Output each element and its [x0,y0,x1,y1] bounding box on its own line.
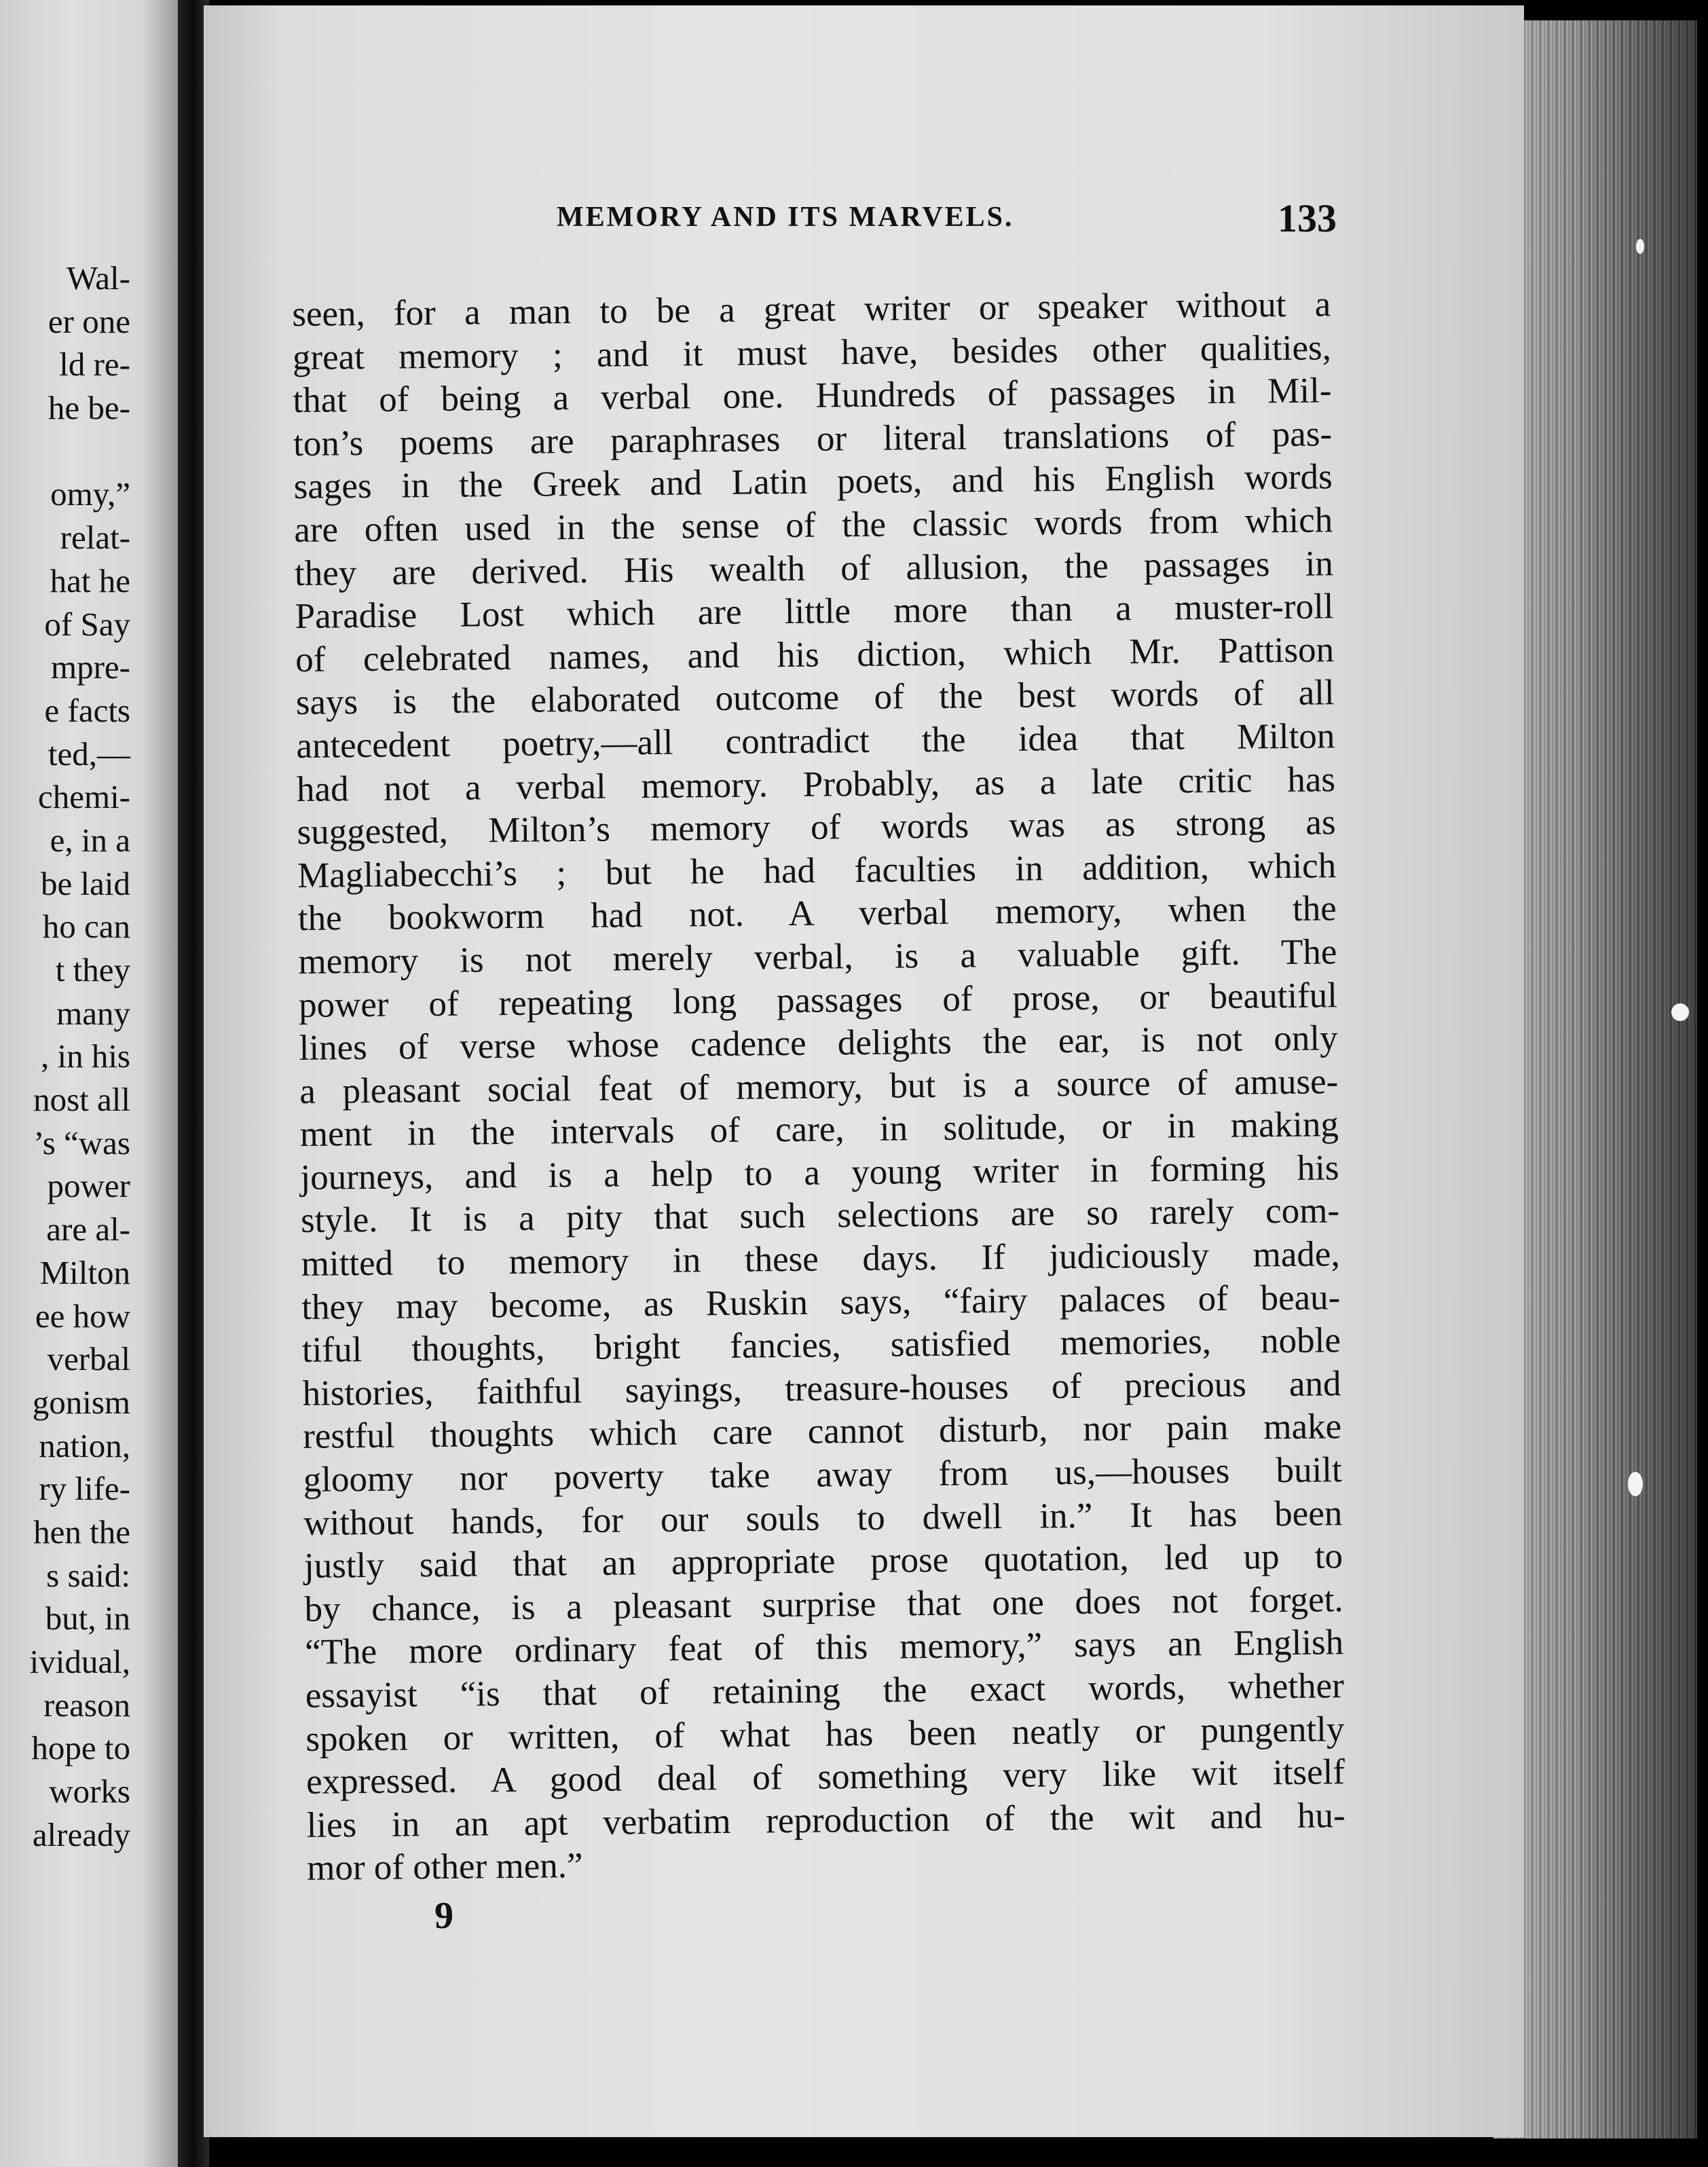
body-line: expressed. A good deal of something very like wit itself [305,1752,1345,1802]
left-page-line: Milton [39,1253,130,1291]
body-line: style. It is a pity that such selections are so rarely com- [300,1191,1340,1241]
left-page-line: omy,” [50,475,130,513]
left-page-line: power [47,1167,130,1205]
left-page-line: ho can [42,908,130,946]
left-page-line: chemi- [37,778,130,816]
page-number: 133 [1278,196,1337,240]
body-line: lines of verse whose cadence delights the ear, is not only [299,1018,1338,1069]
body-line: had not a verbal memory. Probably, as a late critic has [296,759,1336,809]
left-page-line: be laid [41,864,130,902]
left-page-line: hat he [50,561,130,599]
body-line: Paradise Lost which are little more than a muster-roll [295,587,1334,637]
body-line: memory is not merely verbal, is a valuable gift. The [298,932,1337,982]
left-page-line: hen the [33,1513,130,1551]
left-page [0,0,178,2167]
body-line: sages in the Greek and Latin poets, and his English words [293,457,1333,507]
body-line: “The more ordinary feat of this memory,” says an English [304,1623,1344,1673]
body-line: the bookworm had not. A verbal memory, when the [297,889,1337,939]
body-line: mitted to memory in these days. If judiciously made, [301,1234,1340,1284]
body-line: suggested, Milton’s memory of words was as strong as [297,802,1336,853]
body-line: essayist “is that of retaining the exact words, whether [305,1666,1345,1716]
left-page-line: t they [55,951,130,988]
paper-speck [1628,1472,1643,1496]
signature-mark: 9 [434,1895,453,1937]
left-page-line: gonism [32,1383,130,1421]
paper-speck [1636,239,1644,254]
left-page-line: nost all [33,1081,130,1119]
left-page-line: e, in a [50,821,130,859]
body-line: says is the elaborated outcome of the best words of all [295,673,1335,723]
body-line: lies in an apt verbatim reproduction of the wit and hu- [306,1795,1345,1845]
body-line: histories, faithful sayings, treasure-houses of precious and [302,1364,1341,1413]
left-page-line: ted,— [48,735,130,773]
left-page-line: hope to [31,1729,130,1767]
body-line: that of being a verbal one. Hundreds of passages in Mil- [293,371,1332,421]
left-page-text [0,257,130,1856]
left-page-line: nation, [39,1426,130,1464]
left-page-line: already [32,1815,130,1853]
body-line: are often used in the sense of the classic words from which [294,500,1333,550]
body-line: ment in the intervals of care, in solitude, or in making [299,1105,1339,1155]
page-edges-shade [1493,20,1697,2138]
body-line: great memory ; and it must have, besides other qualities, [292,327,1332,377]
body-line: they may become, as Ruskin says, “fairy palaces of beau- [301,1277,1341,1327]
body-line: Magliabecchi’s ; but he had faculties in addition, which [297,845,1337,895]
left-page-line [0,430,130,473]
body-line: journeys, and is a help to a young writer in forming his [300,1148,1339,1198]
body-line: justly said that an appropriate prose quotation, led up to [303,1536,1343,1587]
body-line: ton’s poems are paraphrases or literal translations of pas- [293,414,1333,464]
body-line: mor of other men.” [306,1846,583,1889]
left-page-line: reason [43,1686,130,1724]
left-page-line: Wal- [66,259,130,297]
left-page-line: mpre- [51,648,130,686]
left-page-line: ee how [35,1297,130,1335]
body-line: antecedent poetry,—all contradict the idea that Milton [296,716,1335,766]
body-line: tiful thoughts, bright fancies, satisfied memories, noble [301,1320,1341,1371]
body-line: gloomy nor poverty take away from us,—houses built [303,1450,1342,1500]
body-line: spoken or written, of what has been neatly or pungently [305,1709,1345,1759]
left-page-line: ividual, [29,1643,130,1680]
left-page-line: , in his [40,1037,130,1075]
left-page-line: he be- [48,389,130,427]
left-page-line: relat- [60,519,130,557]
left-page-line: ’s “was [33,1124,130,1162]
body-line: by chance, is a pleasant surprise that one does not forget. [304,1580,1343,1629]
left-page-line: s said: [46,1556,130,1594]
left-page-line: many [56,994,130,1032]
body-line: restful thoughts which care cannot disturb, nor pain make [302,1407,1342,1457]
body-line: power of repeating long passages of prose, or beautiful [298,975,1338,1025]
left-page-line: but, in [45,1599,130,1637]
left-page-line: e facts [44,691,130,729]
body-line: a pleasant social feat of memory, but is a source of amuse- [299,1061,1339,1111]
left-page-line: works [49,1773,130,1811]
paper-speck [1671,1003,1689,1021]
left-page-line: er one [48,302,130,340]
body-line: they are derived. His wealth of allusion, the passages in [294,543,1334,593]
left-page-line: of Say [44,605,130,643]
running-head: MEMORY AND ITS MARVELS. [557,202,1014,233]
body-text [292,283,1346,1891]
left-page-line: verbal [47,1340,130,1378]
left-page-line: are al- [46,1210,130,1248]
body-line: of celebrated names, and his diction, which Mr. Pattison [295,630,1335,680]
left-page-line: ld re- [59,346,130,384]
left-page-line: ry life- [39,1470,130,1508]
body-line: without hands, for our souls to dwell in.” It has been [303,1493,1343,1543]
body-line: seen, for a man to be a great writer or speaker without a [292,284,1331,334]
